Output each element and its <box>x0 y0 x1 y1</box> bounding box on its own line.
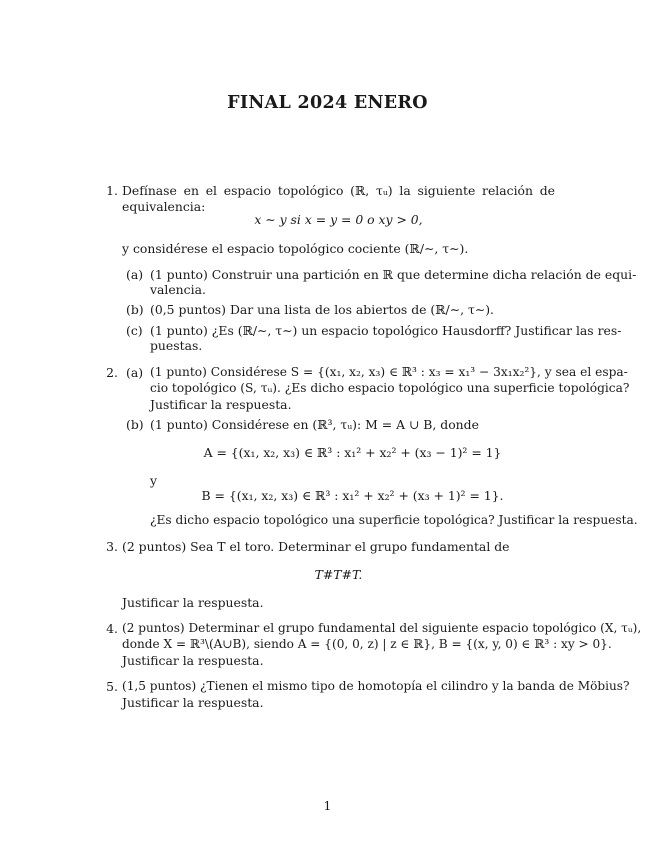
page-title: FINAL 2024 ENERO <box>227 93 428 113</box>
q4-number: 4. <box>106 621 118 636</box>
q2a-line3: Justificar la respuesta. <box>150 397 292 412</box>
q2-formula-b: B = {(x₁, x₂, x₃) ∈ ℝ³ : x₁² + x₂² + (x₃ + 1)² = 1}. <box>201 488 504 503</box>
q2a-line2: cio topológico (S, τᵤ). ¿Es dicho espacio topológico una superficie topológica? <box>150 381 630 395</box>
q3-number: 3. <box>106 539 118 554</box>
q1-formula: x ∼ y si x = y = 0 o xy > 0, <box>254 212 423 227</box>
q1b-text: (0,5 puntos) Dar una lista de los abiertos de (ℝ/∼, τ∼). <box>150 302 494 317</box>
q3-formula: T#T#T. <box>314 567 363 582</box>
q3-closing: Justificar la respuesta. <box>122 595 264 610</box>
q4-line3: Justificar la respuesta. <box>122 653 264 668</box>
q5-line1: (1,5 puntos) ¿Tienen el mismo tipo de homotopía el cilindro y la banda de Möbius? <box>122 679 630 693</box>
q2-y-word: y <box>150 473 157 488</box>
page-number: 1 <box>323 798 332 813</box>
q2-closing: ¿Es dicho espacio topológico una superficie topológica? Justificar la respuesta. <box>150 513 638 527</box>
q4-line2: donde X = ℝ³\(A∪B), siendo A = {(0, 0, z) | z ∈ ℝ}, B = {(x, y, 0) ∈ ℝ³ : xy > 0}. <box>122 637 612 651</box>
q4-line1: (2 puntos) Determinar el grupo fundamental del siguiente espacio topológico (X, τᵤ), <box>122 621 642 635</box>
q3-text: (2 puntos) Sea T el toro. Determinar el grupo fundamental de <box>122 539 510 554</box>
q2b-label: (b) <box>126 417 144 432</box>
q1-after: y considérese el espacio topológico cociente (ℝ/∼, τ∼). <box>122 241 469 256</box>
q5-line2: Justificar la respuesta. <box>122 695 264 710</box>
q1a-label: (a) <box>126 267 144 282</box>
q1c-line1: (1 punto) ¿Es (ℝ/∼, τ∼) un espacio topológico Hausdorff? Justificar las res- <box>150 323 622 338</box>
q2b-text: (1 punto) Considérese en (ℝ³, τᵤ): M = A ∪ B, donde <box>150 417 479 432</box>
q1c-label: (c) <box>126 323 143 338</box>
q2a-line1: (1 punto) Considérese S = {(x₁, x₂, x₃) ∈ ℝ³ : x₃ = x₁³ − 3x₁x₂²}, y sea el espa- <box>150 365 628 379</box>
q5-number: 5. <box>106 679 118 694</box>
q2-number: 2. <box>106 365 118 380</box>
q1b-label: (b) <box>126 302 144 317</box>
q1c-line2: puestas. <box>150 338 203 353</box>
q1a-line1: (1 punto) Construir una partición en ℝ que determine dicha relación de equi- <box>150 267 637 282</box>
q1a-line2: valencia. <box>150 282 206 297</box>
q2a-label: (a) <box>126 365 144 380</box>
q2-formula-a: A = {(x₁, x₂, x₃) ∈ ℝ³ : x₁² + x₂² + (x₃ − 1)² = 1} <box>203 445 502 460</box>
q1-number: 1. <box>106 183 118 198</box>
q1-intro: Defínase en el espacio topológico (ℝ, τᵤ) la siguiente relación de equivalencia: <box>122 183 555 214</box>
